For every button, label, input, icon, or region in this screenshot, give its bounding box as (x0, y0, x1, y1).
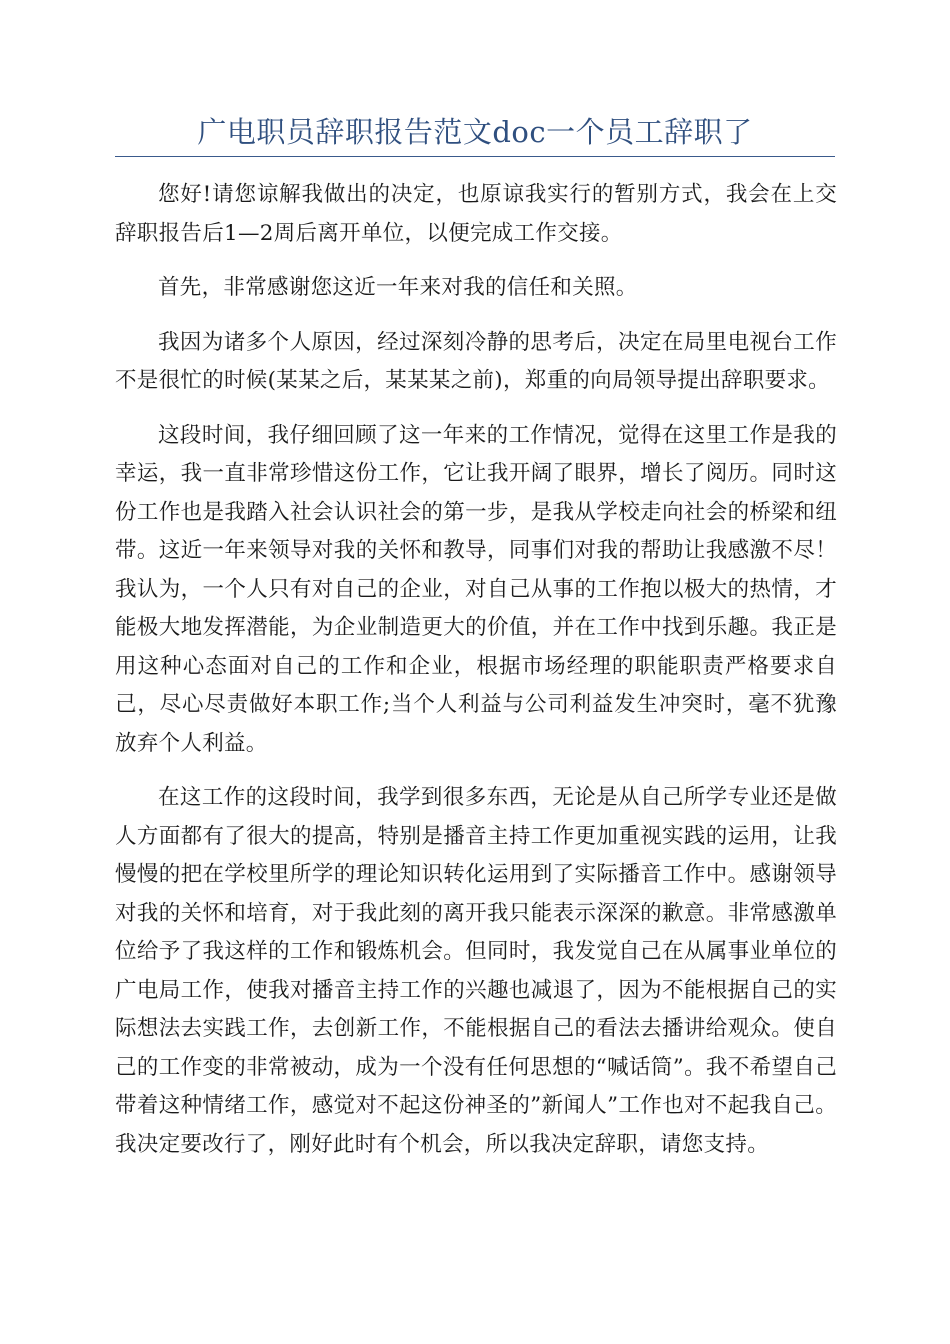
paragraph-reason: 我因为诸多个人原因，经过深刻冷静的思考后，决定在局里电视台工作不是很忙的时候(某某之后，某某某之前)，郑重的向局领导提出辞职要求。 (115, 329, 837, 393)
paragraph-thanks: 首先，非常感谢您这近一年来对我的信任和关照。 (158, 275, 638, 300)
paragraph-greeting: 您好!请您谅解我做出的决定，也原谅我实行的暂别方式，我会在上交辞职报告后1—2周后离开单位，以便完成工作交接。 (115, 182, 837, 246)
document-body (115, 176, 837, 1180)
paragraph-review: 这段时间，我仔细回顾了这一年来的工作情况，觉得在这里工作是我的幸运，我一直非常珍惜这份工作，它让我开阔了眼界，增长了阅历。同时这份工作也是我踏入社会认识社会的第一步，是我从学校走向社会的桥梁和纽带。这近一年来领导对我的关怀和教导，同事们对我的帮助让我感激不尽！我认为，一个人只有对自己的企业，对自己从事的工作抱以极大的热情，才能极大地发挥潜能，为企业制造更大的价值，并在工作中找到乐趣。我正是用这种心态面对自己的工作和企业，根据市场经理的职能职责严格要求自己，尽心尽责做好本职工作;当个人利益与公司利益发生冲突时，毫不犹豫放弃个人利益。 (115, 422, 837, 756)
document-title: 广电职员辞职报告范文doc一个员工辞职了 (197, 115, 753, 149)
paragraph-decision: 在这工作的这段时间，我学到很多东西，无论是从自己所学专业还是做人方面都有了很大的提高，特别是播音主持工作更加重视实践的运用，让我慢慢的把在学校里所学的理论知识转化运用到了实际播音工作中。感谢领导对我的关怀和培育，对于我此刻的离开我只能表示深深的歉意。非常感激单位给予了我这样的工作和锻炼机会。但同时，我发觉自己在从属事业单位的广电局工作，使我对播音主持工作的兴趣也减退了，因为不能根据自己的实际想法去实践工作，去创新工作，不能根据自己的看法去播讲给观众。使自己的工作变的非常被动，成为一个没有任何思想的“喊话筒”。我不希望自己带着这种情绪工作，感觉对不起这份神圣的”新闻人”工作也对不起我自己。我决定要改行了，刚好此时有个机会，所以我决定辞职，请您支持。 (115, 785, 837, 1157)
title-block (115, 112, 835, 157)
